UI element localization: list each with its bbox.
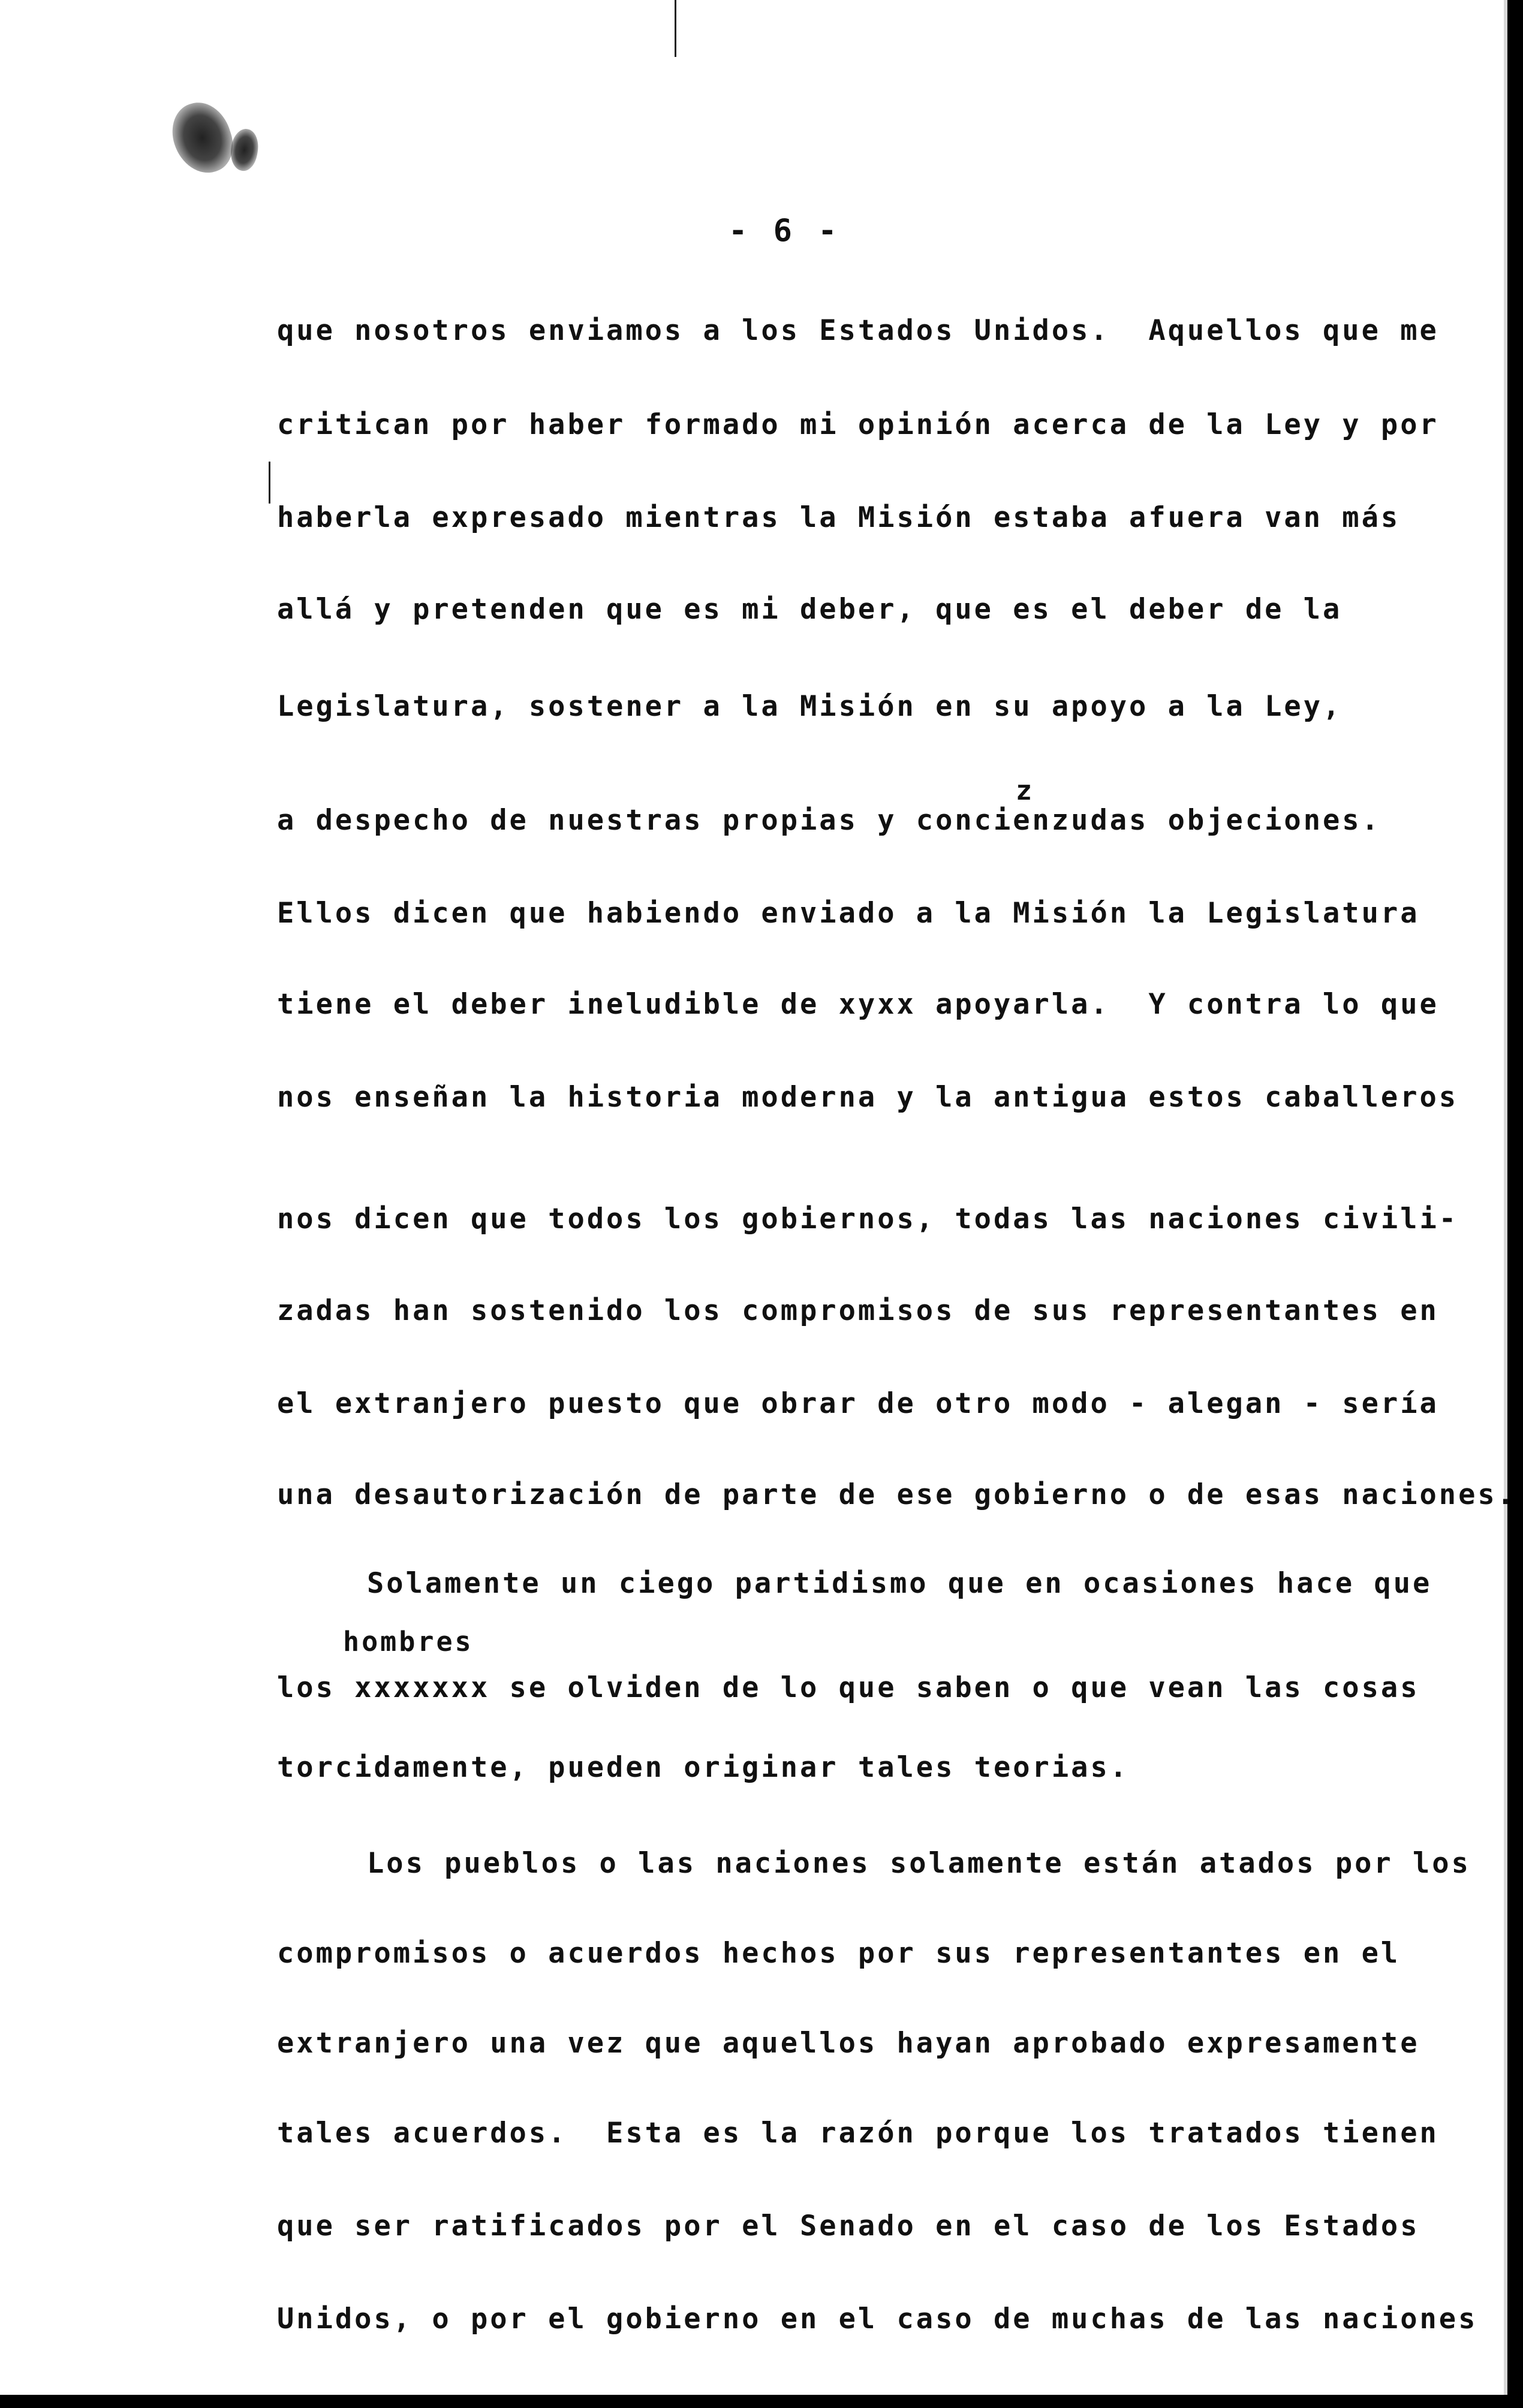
text-line: torcidamente, pueden originar tales teorias. — [277, 1751, 1130, 1784]
text-line: nos enseñan la historia moderna y la antigua estos caballeros — [277, 1081, 1459, 1114]
text-line: Legislatura, sostener a la Misión en su apoyo a la Ley, — [277, 690, 1343, 723]
ink-stain — [164, 95, 240, 180]
text-line: allá y pretenden que es mi deber, que es el deber de la — [277, 593, 1343, 626]
handwritten-correction: z — [1016, 774, 1035, 806]
interlinear-insertion: hombres — [343, 1626, 474, 1657]
text-line: Unidos, o por el gobierno en el caso de muchas de las naciones — [277, 2302, 1478, 2335]
text-line: extranjero una vez que aquellos hayan aprobado expresamente — [277, 2027, 1420, 2060]
text-line: el extranjero puesto que obrar de otro modo - alegan - sería — [277, 1387, 1439, 1420]
text-line: zadas han sostenido los compromisos de sus representantes en — [277, 1294, 1439, 1327]
text-line: que ser ratificados por el Senado en el caso de los Estados — [277, 2210, 1420, 2243]
text-line: haberla expresado mientras la Misión estaba afuera van más — [277, 501, 1401, 534]
text-line: a despecho de nuestras propias y concienzudas objeciones. — [277, 804, 1381, 837]
text-line: una desautorización de parte de ese gobierno o de esas naciones. — [277, 1478, 1516, 1511]
text-line: nos dicen que todos los gobiernos, todas las naciones civili- — [277, 1203, 1459, 1235]
text-line: critican por haber formado mi opinión acerca de la Ley y por — [277, 408, 1439, 441]
text-line: Solamente un ciego partidismo que en ocasiones hace que — [367, 1567, 1432, 1600]
scan-border — [0, 2395, 1523, 2408]
text-line: Los pueblos o las naciones solamente están atados por los — [367, 1847, 1471, 1880]
page-number: - 6 - — [729, 213, 841, 249]
text-line: Ellos dicen que habiendo enviado a la Misión la Legislatura — [277, 897, 1420, 930]
margin-mark — [675, 0, 676, 57]
ink-stain-small — [227, 127, 261, 173]
text-line: tales acuerdos. Esta es la razón porque los tratados tienen — [277, 2117, 1439, 2150]
text-line: compromisos o acuerdos hechos por sus representantes en el — [277, 1937, 1401, 1970]
text-line: los xxxxxxx se olviden de lo que saben o que vean las cosas — [277, 1671, 1420, 1704]
text-line: tiene el deber ineludible de xyxx apoyarla. Y contra lo que — [277, 988, 1439, 1021]
margin-mark — [269, 462, 270, 504]
text-line: que nosotros enviamos a los Estados Unidos. Aquellos que me — [277, 314, 1439, 347]
